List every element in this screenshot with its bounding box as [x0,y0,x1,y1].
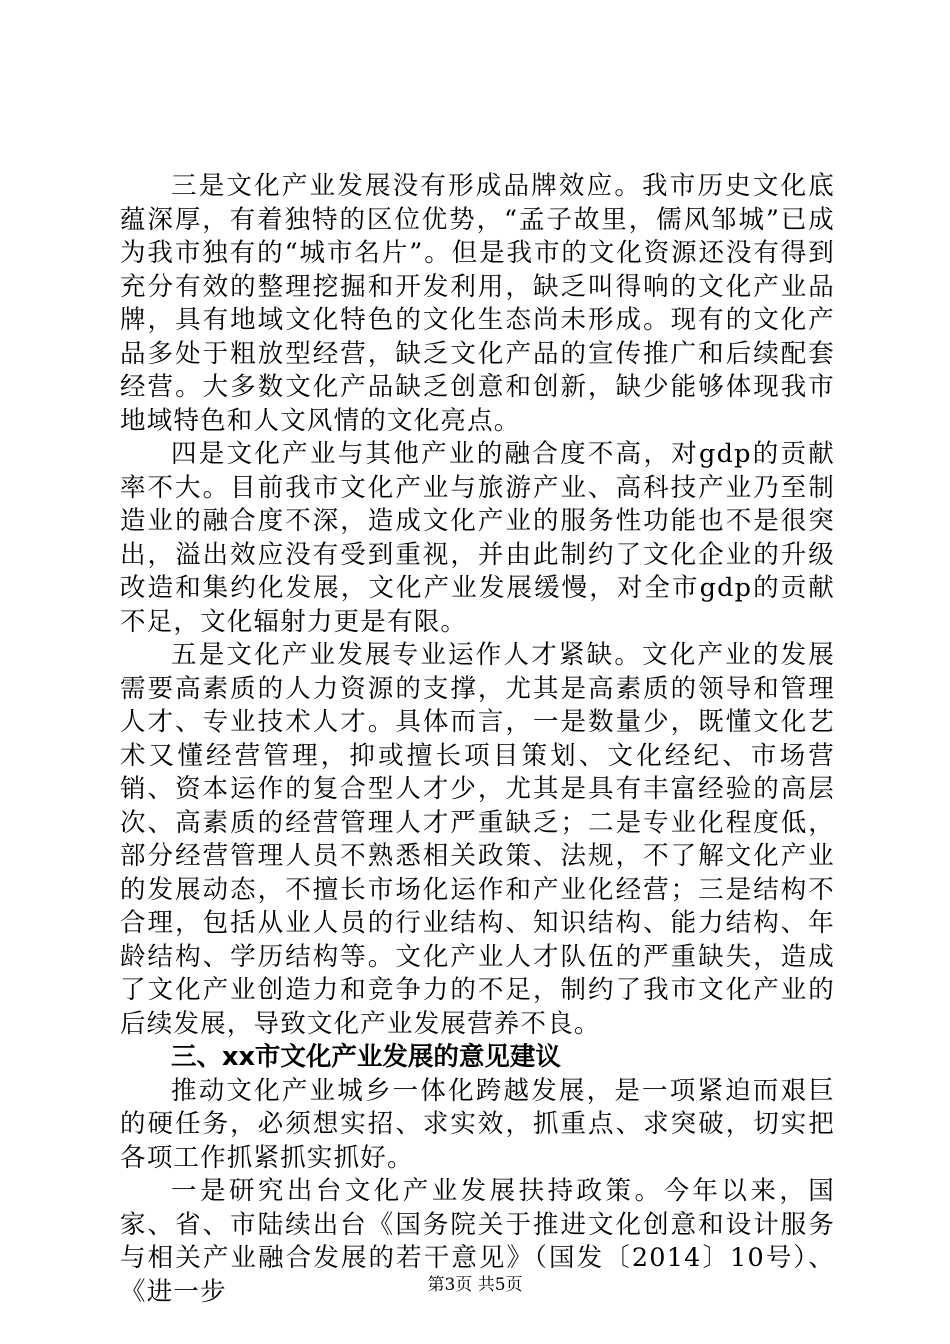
document-body [120,170,835,1309]
page-footer: 第3页 共5页 [427,1275,523,1295]
paragraph-industry-integration: 四是文化产业与其他产业的融合度不高，对gdp的贡献率不大。目前我市文化产业与旅游产业、高科技产业乃至制造业的融合度不深，造成文化产业的服务性功能也不是很突出，溢出效应没有受到重视，并由此制约了文化企业的升级改造和集约化发展，文化产业发展缓慢，对全市gdp的贡献不足，文化辐射力更是有限。 [120,439,835,637]
paragraph-section-intro: 推动文化产业城乡一体化跨越发展，是一项紧迫而艰巨的硬任务，必须想实招、求实效，抓重点、求突破，切实把各项工作抓紧抓实抓好。 [120,1075,835,1173]
paragraph-policy-support: 一是研究出台文化产业发展扶持政策。今年以来，国家、省、市陆续出台《国务院关于推进文化创意和设计服务与相关产业融合发展的若干意见》（国发〔2014〕10号）、《进一步 [120,1176,835,1307]
paragraph-brand-effect: 三是文化产业发展没有形成品牌效应。我市历史文化底蕴深厚，有着独特的区位优势，“孟子故里，儒风邹城”已成为我市独有的“城市名片”。但是我市的文化资源还没有得到充分有效的整理挖掘和开发利用，缺乏叫得响的文化产业品牌，具有地域文化特色的文化生态尚未形成。现有的文化产品多处于粗放型经营，缺乏文化产品的宣传推广和后续配套经营。大多数文化产品缺乏创意和创新，缺少能够体现我市地域特色和人文风情的文化亮点。 [120,171,835,436]
section-heading: 三、xx市文化产业发展的意见建议 [171,1042,561,1072]
paragraph-talent-shortage: 五是文化产业发展专业运作人才紧缺。文化产业的发展需要高素质的人力资源的支撑，尤其是高素质的领导和管理人才、专业技术人才。具体而言，一是数量少，既懂文化艺术又懂经营管理，抑或擅长项目策划、文化经纪、市场营销、资本运作的复合型人才少，尤其是具有丰富经验的高层次、高素质的经营管理人才严重缺乏；二是专业化程度低，部分经营管理人员不熟悉相关政策、法规，不了解文化产业的发展动态，不擅长市场化运作和产业化经营；三是结构不合理，包括从业人员的行业结构、知识结构、能力结构、年龄结构、学历结构等。文化产业人才队伍的严重缺失，造成了文化产业创造力和竞争力的不足，制约了我市文化产业的后续发展，导致文化产业发展营养不良。 [120,640,835,1039]
